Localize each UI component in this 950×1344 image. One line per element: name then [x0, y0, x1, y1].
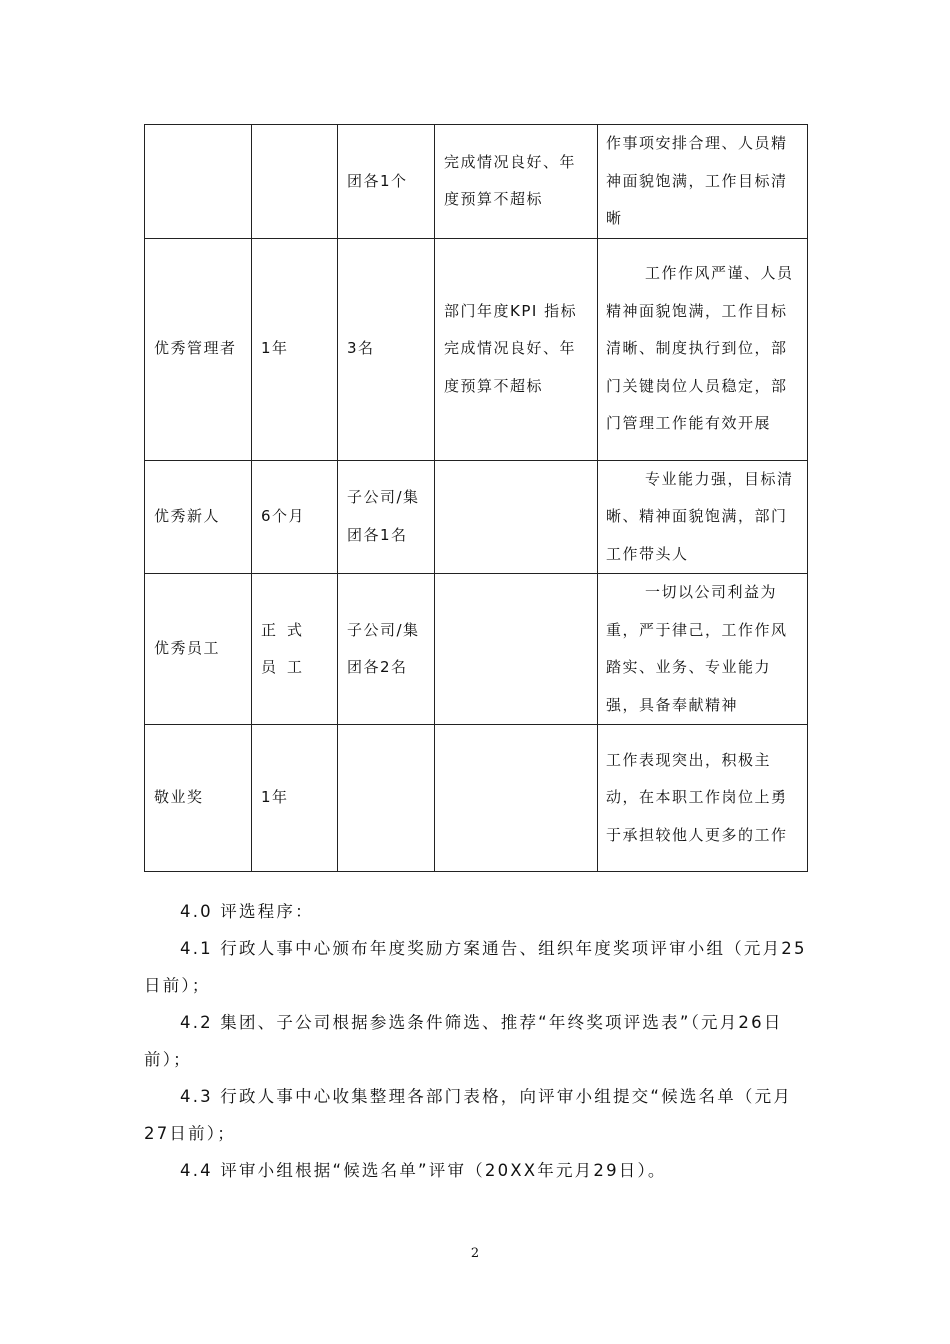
tenure-cell: 1年 — [252, 725, 338, 872]
requirement-cell: 工作表现突出，积极主动，在本职工作岗位上勇于承担较他人更多的工作 — [598, 725, 808, 872]
quota-cell: 子公司/集团各2名 — [338, 574, 435, 725]
procedure-step: 4.3 行政人事中心收集整理各部门表格，向评审小组提交“候选名单（元月27日前）； — [144, 1087, 793, 1143]
procedure-section — [144, 893, 807, 1189]
requirement-cell: 专业能力强，目标清晰、精神面貌饱满，部门工作带头人 — [598, 460, 808, 574]
quota-cell: 团各1个 — [338, 125, 435, 239]
award-name-cell — [145, 125, 252, 239]
tenure-cell: 6个月 — [252, 460, 338, 574]
kpi-cell — [435, 460, 598, 574]
requirement-cell: 工作作风严谨、人员精神面貌饱满，工作目标清晰、制度执行到位，部门关键岗位人员稳定，部门管理工作能有效开展 — [598, 238, 808, 460]
kpi-cell — [435, 574, 598, 725]
award-name-cell: 优秀新人 — [145, 460, 252, 574]
award-name-cell: 敬业奖 — [145, 725, 252, 872]
procedure-step: 4.1 行政人事中心颁布年度奖励方案通告、组织年度奖项评审小组（元月25日前）； — [144, 939, 807, 995]
kpi-cell: 部门年度KPI 指标完成情况良好、年度预算不超标 — [435, 238, 598, 460]
table-row — [145, 725, 808, 872]
table-row — [145, 238, 808, 460]
awards-table — [144, 124, 808, 872]
award-name-cell: 优秀员工 — [145, 574, 252, 725]
quota-cell: 子公司/集团各1名 — [338, 460, 435, 574]
tenure-cell: 1年 — [252, 238, 338, 460]
award-name-cell: 优秀管理者 — [145, 238, 252, 460]
kpi-cell — [435, 725, 598, 872]
kpi-cell: 完成情况良好、年度预算不超标 — [435, 125, 598, 239]
table-row — [145, 574, 808, 725]
procedure-step: 4.2 集团、子公司根据参选条件筛选、推荐“年终奖项评选表”（元月26日前）； — [144, 1013, 783, 1069]
quota-cell — [338, 725, 435, 872]
requirement-cell: 一切以公司利益为重，严于律己，工作作风踏实、业务、专业能力强，具备奉献精神 — [598, 574, 808, 725]
table-row — [145, 460, 808, 574]
requirement-cell: 作事项安排合理、人员精神面貌饱满，工作目标清晰 — [598, 125, 808, 239]
tenure-cell: 正式员工 — [252, 574, 338, 725]
tenure-cell — [252, 125, 338, 239]
page-number: 2 — [470, 1246, 480, 1261]
procedure-heading: 4.0 评选程序： — [180, 902, 314, 921]
quota-cell: 3名 — [338, 238, 435, 460]
table-row — [145, 125, 808, 239]
procedure-step: 4.4 评审小组根据“候选名单”评审（20XX年元月29日）。 — [180, 1161, 667, 1180]
